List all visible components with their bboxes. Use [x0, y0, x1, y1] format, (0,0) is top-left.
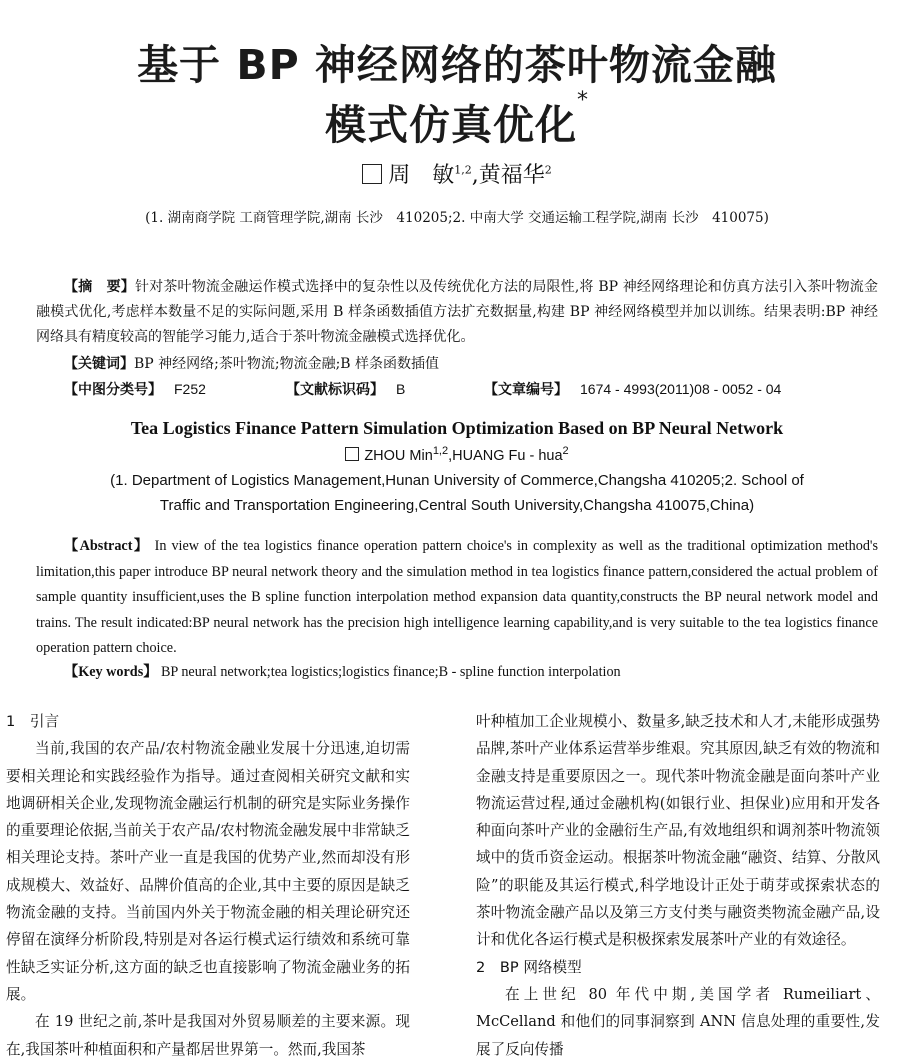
- abstract-en-label: 【Abstract】: [64, 538, 150, 554]
- affiliations-cn: (1. 湖南商学院 工商管理学院,湖南 长沙 410205;2. 中南大学 交通运输工程学院,湖南 长沙 410075): [145, 210, 769, 226]
- author-box-en-icon: [345, 447, 359, 461]
- classification-row: [64, 377, 864, 402]
- section2-heading: 2 BP 网络模型: [476, 958, 582, 976]
- right-paragraph-1: 叶种植加工企业规模小、数量多,缺乏技术和人才,未能形成强势品牌,茶叶产业体系运营举步维艰。究其原因,缺乏有效的物流和金融支持是重要原因之一。现代茶叶物流金融是面向茶叶产业物流运营过程,通过金融机构(如银行业、担保业)应用和开发各种面向茶叶产业的金融衍生产品,有效地组织和调剂茶叶物流领域中的货币资金运动。根据茶叶物流金融“融资、结算、分散风险”的职能及其运行模式,科学地设计正处于萌芽或探索状态的茶叶物流金融产品以及第三方支付类与融资类物流金融产品,设计和优化各运行模式是积极探索发展茶叶产业的有效途径。: [476, 713, 880, 949]
- authors-cn: [0, 158, 914, 189]
- clc-item: [64, 377, 206, 403]
- author1-en: ZHOU Min: [364, 447, 433, 464]
- clc-value: F252: [174, 381, 206, 397]
- right-paragraph-2: 在上世纪 80 年代中期,美国学者 Rumeiliart、McCelland 和他们的同事洞察到 ANN 信息处理的重要性,发展了反向传播: [476, 985, 880, 1058]
- author1-cn: 周 敏: [388, 163, 455, 188]
- paper-title-line1: 基于 BP 神经网络的茶叶物流金融: [137, 41, 777, 89]
- affiliations-en-line1: (1. Department of Logistics Management,Hunan University of Commerce,Changsha 410205;2. School of: [110, 472, 804, 489]
- author-sep-en: ,: [448, 447, 453, 464]
- paper-title-en: Tea Logistics Finance Pattern Simulation Optimization Based on BP Neural Network: [130, 418, 784, 438]
- abstract-en-text: In view of the tea logistics finance operation pattern choice's in complexity as well as the traditional optimization method's limitation,this paper introduce BP neural network theory and the simulation method in tea logistics finance pattern,considered the actual problem of sample quantity insufficient,uses the B spline function interpolation method expansion data quantity,constructs the BP neural network model and trains. The result indicated:BP neural network has the precision high intelligence learning capability,and is very suitable to the tea logistics finance operation pattern choice.: [36, 538, 879, 657]
- author1-en-affil: 1,2: [432, 445, 449, 457]
- affiliations-en-line2: Traffic and Transportation Engineering,Central South University,Changsha 410075,China): [159, 497, 755, 514]
- keywords-cn: [64, 352, 884, 377]
- abstract-cn-text: 针对茶叶物流金融运作模式选择中的复杂性以及传统优化方法的局限性,将 BP 神经网络理论和仿真方法引入茶叶物流金融模式优化,考虑样本数量不足的实际问题,采用 B 样条函数插值方法扩充数据量,构建 BP 神经网络模型并加以训练。结果表明:BP 神经网络具有精度较高的智能学习能力,适合于茶叶物流金融模式选择优化。: [36, 279, 879, 345]
- section1-heading: 1 引言: [6, 713, 60, 730]
- left-paragraph-1: 当前,我国的农产品/农村物流金融业发展十分迅速,迫切需要相关理论和实践经验作为指导。通过查阅相关研究文献和实地调研相关企业,发现物流金融运行机制的研究是实际业务操作的重要理论依据,当前关于农产品/农村物流金融发展中非常缺乏相关理论支持。茶叶产业一直是我国的优势产业,然而却没有形成规模大、效益好、品牌价值高的企业,其中主要的原因是缺乏物流金融的支持。当前国内外关于物流金融的相关理论研究还停留在演绎分析阶段,特别是对各运行模式运行绩效和系统可靠性缺乏实证分析,这方面的缺乏也直接影响了物流金融业务的拓展。: [6, 740, 410, 1003]
- author2-en-affil: 2: [562, 445, 569, 457]
- keywords-cn-text: BP 神经网络;茶叶物流;物流金融;B 样条函数插值: [134, 356, 440, 372]
- article-no-item: [484, 377, 781, 403]
- keywords-en-label: 【Key words】: [64, 664, 158, 680]
- author-box-icon: [362, 164, 382, 184]
- article-no-label: 【文章编号】: [484, 382, 568, 398]
- keywords-cn-label: 【关键词】: [64, 356, 134, 372]
- doc-code-value: B: [396, 381, 406, 397]
- left-paragraph-2: 在 19 世纪之前,茶叶是我国对外贸易顺差的主要来源。现在,我国茶叶种植面积和产量都居世界第一。然而,我国茶: [6, 1013, 410, 1058]
- title-footnote-mark: *: [577, 88, 589, 113]
- author2-cn: 黄福华: [478, 163, 545, 188]
- clc-label: 【中图分类号】: [64, 382, 162, 398]
- body-right-column: [476, 708, 880, 1063]
- abstract-cn: [36, 275, 878, 350]
- author-sep-cn: ,: [471, 163, 479, 188]
- article-no-value: 1674 - 4993(2011)08 - 0052 - 04: [580, 381, 782, 397]
- author2-en: HUANG Fu - hua: [452, 447, 563, 464]
- body-left-column: [6, 708, 410, 1063]
- abstract-cn-label: 【摘 要】: [64, 279, 135, 295]
- author2-cn-affil: 2: [544, 163, 552, 177]
- author1-cn-affil: 1,2: [454, 163, 472, 177]
- paper-title-line2-text: 模式仿真优化: [325, 101, 577, 149]
- abstract-en: [36, 534, 878, 662]
- doc-code-label: 【文献标识码】: [286, 382, 384, 398]
- keywords-en: [64, 660, 884, 686]
- doc-code-item: [286, 377, 405, 403]
- paper-title-line2: [0, 88, 914, 151]
- keywords-en-text: BP neural network;tea logistics;logistics finance;B - spline function interpolation: [160, 664, 621, 680]
- authors-en: [0, 445, 914, 464]
